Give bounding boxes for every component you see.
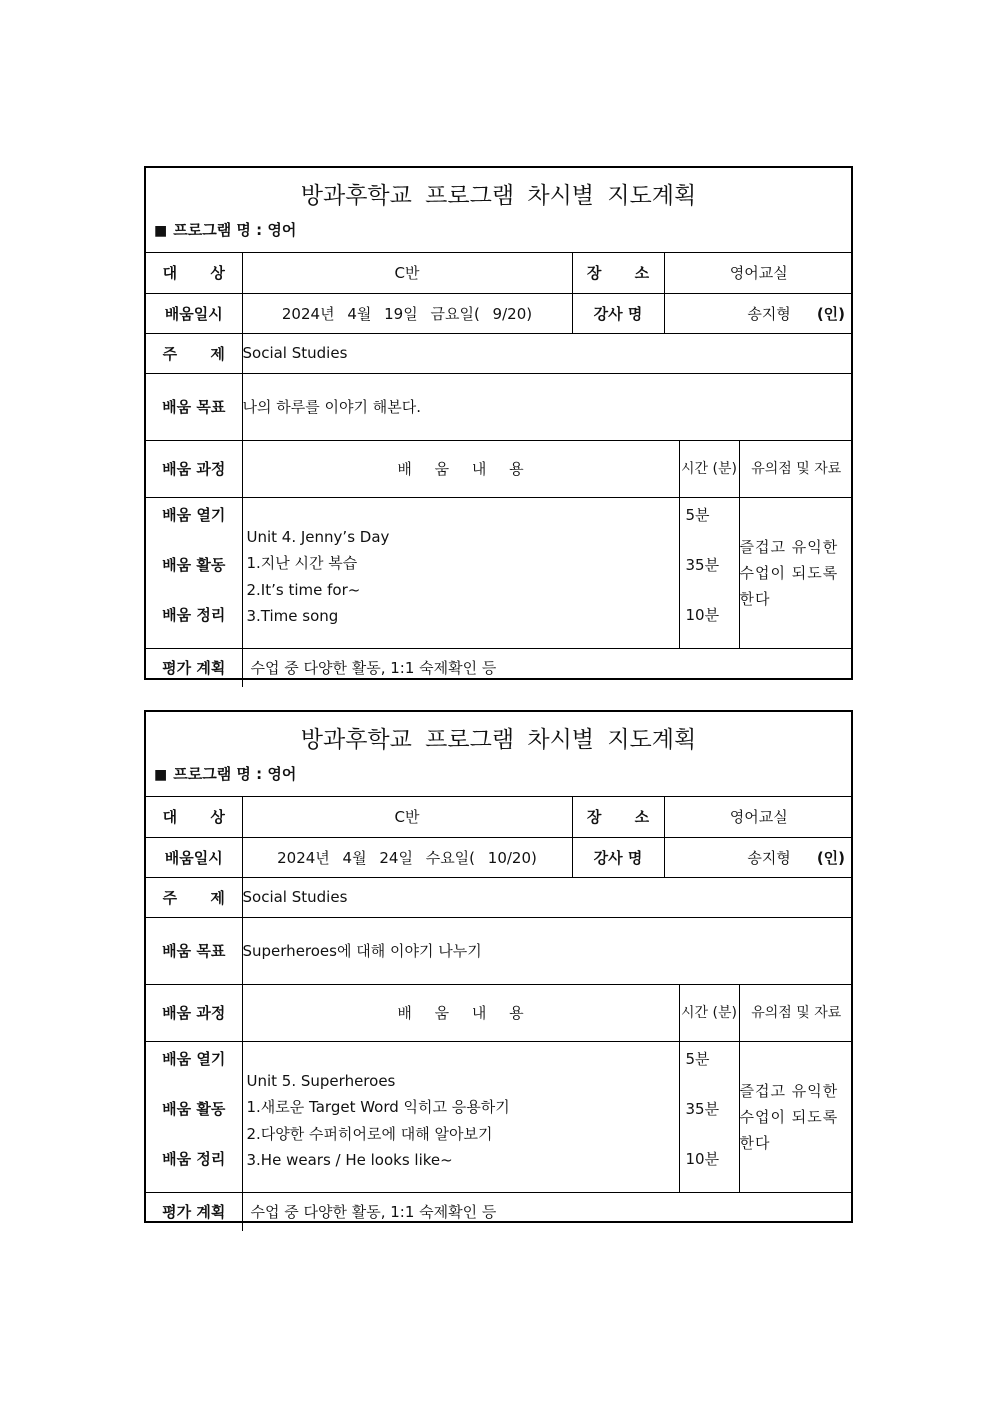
time-wrap: 10분: [685, 1149, 720, 1168]
program-name: ■ 프로그램 명 : 영어: [154, 765, 297, 783]
lesson-plan-2: [144, 710, 853, 1223]
time-cell: [679, 497, 739, 648]
content-cell: [242, 497, 679, 648]
label-teacher: 강사 명: [572, 837, 664, 877]
label-notes: 유의점 및 자료: [739, 440, 853, 497]
plan-header: [146, 712, 851, 797]
time-activity: 35분: [685, 1099, 720, 1118]
label-goal: 배움 목표: [146, 917, 242, 984]
content-line: 1.지난 시간 복습: [246, 554, 358, 572]
label-date: 배움일시: [146, 837, 242, 877]
lesson-plan-1: [144, 166, 853, 680]
time-open: 5분: [685, 505, 710, 524]
target-value: C반: [242, 253, 572, 293]
label-notes: 유의점 및 자료: [739, 984, 853, 1041]
time-cell: [679, 1041, 739, 1192]
plan-table: [146, 253, 853, 687]
plan-header: [146, 168, 851, 253]
program-name: ■ 프로그램 명 : 영어: [154, 221, 297, 239]
plan-title: 방과후학교 프로그램 차시별 지도계획: [300, 183, 697, 209]
bullet-square-icon: ■: [154, 223, 168, 239]
label-eval: 평가 계획: [146, 1192, 242, 1231]
goal-value: 나의 하루를 이야기 해본다.: [242, 373, 853, 440]
label-content: 배 움 내 용: [242, 440, 679, 497]
step-open: 배움 열기: [162, 1049, 226, 1068]
label-place: 장 소: [572, 253, 664, 293]
goal-value: Superheroes에 대해 이야기 나누기: [242, 917, 853, 984]
step-open: 배움 열기: [162, 505, 226, 524]
bullet-square-icon: ■: [154, 767, 168, 783]
content-line: Unit 5. Superheroes: [246, 1071, 396, 1090]
teacher-cell: [664, 837, 853, 877]
seal-mark: (인): [816, 848, 846, 867]
content-line: 3.Time song: [246, 607, 339, 625]
plan-table: [146, 797, 853, 1231]
label-date: 배움일시: [146, 293, 242, 333]
label-time: 시간 (분): [679, 440, 739, 497]
place-value: 영어교실: [664, 253, 853, 293]
time-wrap: 10분: [685, 605, 720, 624]
content-line: 2.It’s time for~: [246, 580, 361, 599]
teacher-value: 송지형: [747, 848, 791, 867]
label-process: 배움 과정: [146, 984, 242, 1041]
place-value: 영어교실: [664, 797, 853, 837]
date-value: 2024년 4월 19일 금요일( 9/20): [242, 293, 572, 333]
step-activity: 배움 활동: [162, 1099, 226, 1118]
teacher-cell: [664, 293, 853, 333]
label-teacher: 강사 명: [572, 293, 664, 333]
content-line: Unit 4. Jenny’s Day: [246, 527, 390, 546]
target-value: C반: [242, 797, 572, 837]
teacher-value: 송지형: [747, 304, 791, 323]
label-topic: 주 제: [146, 877, 242, 917]
label-goal: 배움 목표: [146, 373, 242, 440]
plan-title: 방과후학교 프로그램 차시별 지도계획: [300, 727, 697, 753]
eval-value: 수업 중 다양한 활동, 1:1 숙제확인 등: [242, 1192, 853, 1231]
content-line: 1.새로운 Target Word 익히고 응용하기: [246, 1098, 510, 1116]
content-line: 2.다양한 수퍼히어로에 대해 알아보기: [246, 1124, 493, 1143]
label-process: 배움 과정: [146, 440, 242, 497]
topic-value: Social Studies: [242, 877, 853, 917]
seal-mark: (인): [816, 304, 846, 323]
time-open: 5분: [685, 1049, 710, 1068]
label-target: 대 상: [146, 253, 242, 293]
process-steps: [146, 497, 242, 648]
topic-value: Social Studies: [242, 333, 853, 373]
eval-value: 수업 중 다양한 활동, 1:1 숙제확인 등: [242, 648, 853, 687]
label-eval: 평가 계획: [146, 648, 242, 687]
content-line: 3.He wears / He looks like~: [246, 1151, 453, 1169]
step-wrap: 배움 정리: [162, 605, 226, 624]
note-value: 즐겁고 유익한 수업이 되도록 한다: [739, 497, 853, 648]
label-topic: 주 제: [146, 333, 242, 373]
label-target: 대 상: [146, 797, 242, 837]
step-activity: 배움 활동: [162, 555, 226, 574]
content-cell: [242, 1041, 679, 1192]
label-content: 배 움 내 용: [242, 984, 679, 1041]
note-value: 즐겁고 유익한 수업이 되도록 한다: [739, 1041, 853, 1192]
label-place: 장 소: [572, 797, 664, 837]
date-value: 2024년 4월 24일 수요일( 10/20): [242, 837, 572, 877]
step-wrap: 배움 정리: [162, 1149, 226, 1168]
label-time: 시간 (분): [679, 984, 739, 1041]
process-steps: [146, 1041, 242, 1192]
time-activity: 35분: [685, 555, 720, 574]
